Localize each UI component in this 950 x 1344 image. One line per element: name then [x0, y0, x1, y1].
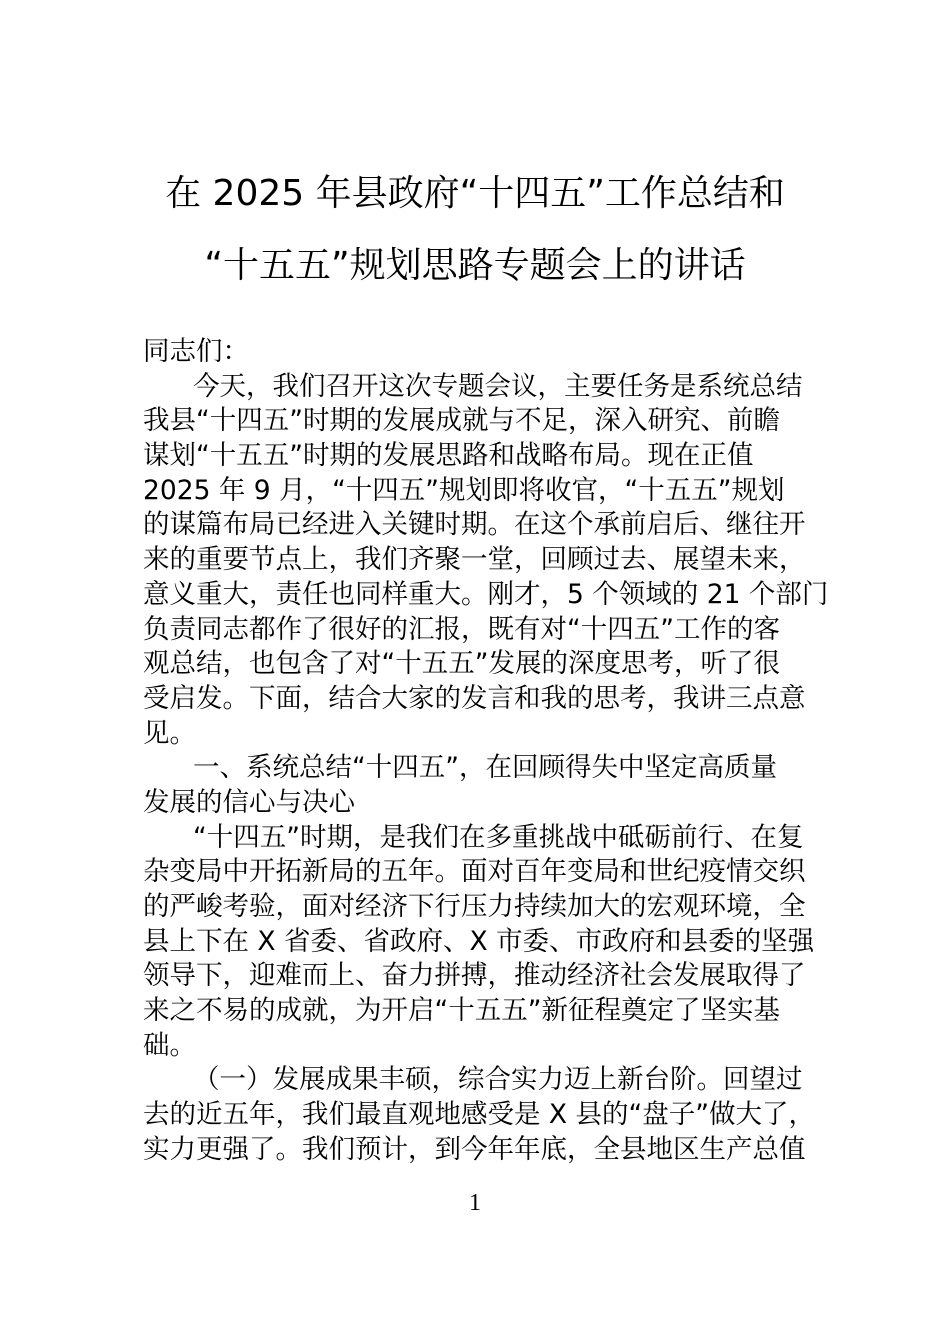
section-heading: 发展的信心与决心	[143, 786, 355, 818]
paragraph-line: 的谋篇布局已经进入关键时期。在这个承前启后、继往开	[143, 509, 806, 541]
paragraph-line: 我县“十四五”时期的发展成就与不足，深入研究、前瞻	[143, 405, 780, 437]
paragraph-line: 意义重大，责任也同样重大。刚才，5 个领域的 21 个部门	[143, 578, 829, 610]
paragraph-line: 谋划“十五五”时期的发展思路和战略布局。现在正值	[143, 440, 754, 472]
subsection-line: （一）发展成果丰硕，综合实力迈上新台阶。回望过	[193, 1064, 803, 1096]
paragraph-line: 来的重要节点上，我们齐聚一堂，回顾过去、展望未来，	[143, 544, 806, 576]
paragraph-line: 2025 年 9 月，“十四五”规划即将收官，“十五五”规划	[143, 474, 785, 506]
paragraph-line: “十四五”时期，是我们在多重挑战中砥砺前行、在复	[193, 821, 804, 853]
paragraph-line: 负责同志都作了很好的汇报，既有对“十四五”工作的客	[143, 613, 780, 645]
paragraph-line: 础。	[143, 1029, 196, 1061]
salutation: 同志们：	[143, 336, 249, 367]
paragraph-line: 见。	[143, 717, 196, 749]
title-line-2: “十五五”规划思路专题会上的讲话	[204, 245, 746, 286]
paragraph-line: 县上下在 X 省委、省政府、X 市委、市政府和县委的坚强	[143, 925, 815, 957]
paragraph-line: 受启发。下面，结合大家的发言和我的思考，我讲三点意	[143, 682, 806, 714]
paragraph-line: 今天，我们召开这次专题会议，主要任务是系统总结	[193, 370, 803, 402]
paragraph-line: 实力更强了。我们预计，到今年年底，全县地区生产总值	[143, 1133, 806, 1165]
body-text	[143, 335, 829, 1168]
paragraph-line: 杂变局中开拓新局的五年。面对百年变局和世纪疫情交织	[143, 856, 806, 888]
paragraph-line: 去的近五年，我们最直观地感受是 X 县的“盘子”做大了，	[143, 1099, 815, 1131]
paragraph-line: 的严峻考验，面对经济下行压力持续加大的宏观环境，全	[143, 891, 806, 922]
section-heading: 一、系统总结“十四五”，在回顾得失中坚定高质量	[193, 752, 777, 784]
paragraph-line: 来之不易的成就，为开启“十五五”新征程奠定了坚实基	[143, 995, 780, 1027]
title-line-1: 在 2025 年县政府“十四五”工作总结和	[165, 173, 785, 214]
page-number: 1	[469, 1190, 481, 1216]
paragraph-line: 领导下，迎难而上、奋力拼搏，推动经济社会发展取得了	[143, 960, 806, 992]
paragraph-line: 观总结，也包含了对“十五五”发展的深度思考，听了很	[143, 648, 780, 680]
